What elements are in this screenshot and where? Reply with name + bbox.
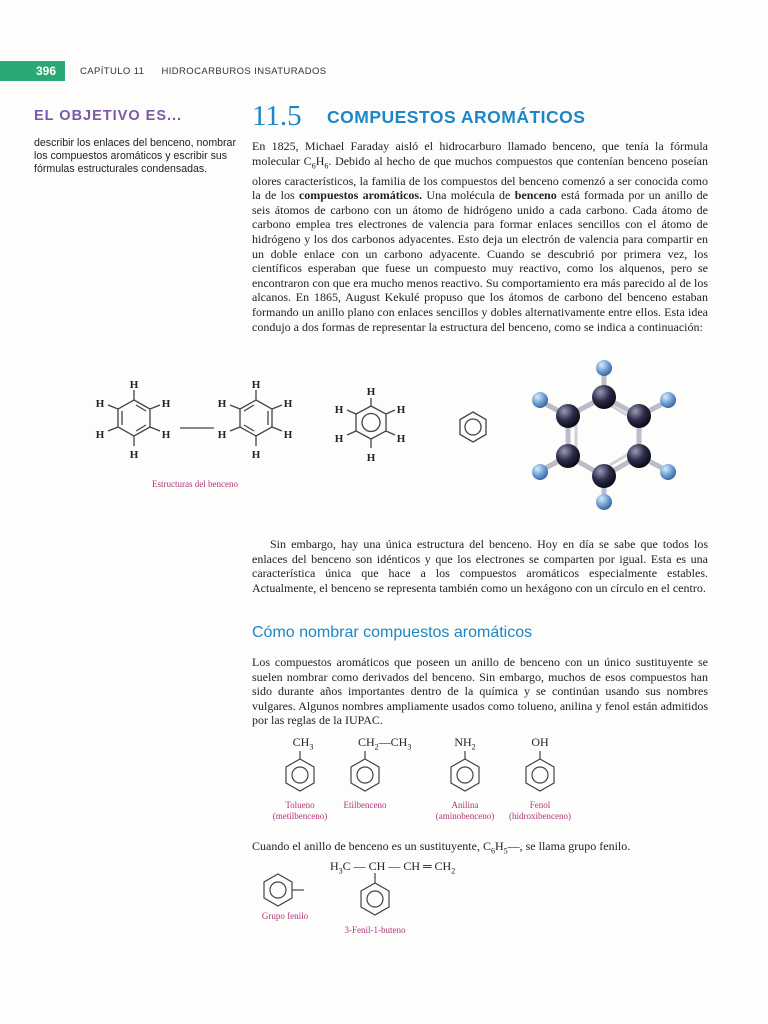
svg-text:H: H bbox=[129, 449, 139, 461]
phenylbutene-ring bbox=[355, 873, 395, 921]
kekule-ring-2 bbox=[240, 400, 272, 436]
phenyl-group-structure bbox=[258, 870, 314, 910]
section-title: COMPUESTOS AROMÁTICOS bbox=[327, 107, 586, 127]
objective-title: EL OBJETIVO ES... bbox=[34, 108, 183, 124]
paragraph-structure: Sin embargo, hay una única estructura del benceno. Hoy en día se sabe que todos los enlaces del benceno son idénticos y que los electrones se comparten por igual. Esta es una característica única que hace a los compuestos aromáticos especialmente estables. Actualmente, el benceno se representa también como un hexágono con un círculo en el centro. bbox=[252, 537, 708, 595]
compound-ethylbenzene: $CH_2—CH_3$ Etilbenceno bbox=[343, 735, 412, 810]
svg-text:H: H bbox=[396, 404, 406, 416]
aromatic-ring-with-h bbox=[356, 406, 386, 439]
svg-text:H: H bbox=[95, 398, 105, 410]
svg-text:H: H bbox=[334, 404, 344, 416]
svg-text:H: H bbox=[366, 452, 376, 464]
benzene-skeletal-symbol bbox=[460, 412, 486, 442]
ethylbenzene-ring bbox=[345, 751, 385, 795]
svg-text:H: H bbox=[161, 429, 171, 441]
compound-aniline: $NH_2$ Anilina (aminobenceno) bbox=[435, 735, 495, 821]
compound-toluene: $CH_3$ Tolueno (metilbenceno) bbox=[272, 735, 328, 821]
phenylbutene-caption: 3-Fenil-1-buteno bbox=[344, 925, 406, 935]
phenol-ring bbox=[520, 751, 560, 795]
svg-text:H: H bbox=[217, 398, 227, 410]
paragraph-intro: En 1825, Michael Faraday aisló el hidrocarburo llamado benceno, que tenía la fórmula molecular $C_6H_6$. Debido al hecho de que muchos compuestos que contenían benceno poseían olores característicos, la familia de los compuestos del benceno comenzó a ser conocida como la de los compuestos aromáticos. Una molécula de benceno está formada por un anillo de seis átomos de carbono con un átomo de hidrógeno unido a cada carbono. Cada átomo de carbono emplea tres electrones de valencia para formar enlaces sencillos con el átomo de hidrógeno y los dos carbonos adyacentes. Esto deja un electrón de valencia para compartir en un doble enlace con un carbono adyacente. Cuando se descubrió por primera vez, los científicos esperaban que fuese un compuesto muy reactivo, como los alquenos, pero se encontraron con que era mucho menos reactivo. Su comportamiento era más parecido al de los alcanos. En 1865, August Kekulé propuso que los átomos de carbono del benceno estaban formando un anillo plano con enlaces sencillos y dobles alternativamente entre ellos. Esta idea condujo a dos formas de representar la estructura del benceno, como se indica a continuación: bbox=[252, 139, 708, 334]
svg-text:H: H bbox=[366, 386, 376, 398]
toluene-ring bbox=[280, 751, 320, 795]
svg-text:H: H bbox=[396, 433, 406, 445]
svg-text:H: H bbox=[334, 433, 344, 445]
svg-text:H: H bbox=[251, 449, 261, 461]
subsection-title: Cómo nombrar compuestos aromáticos bbox=[252, 624, 533, 641]
chapter-label: CAPÍTULO 11 bbox=[80, 66, 145, 77]
compound-phenol: OH Fenol (hidroxibenceno) bbox=[509, 735, 571, 821]
svg-text:H: H bbox=[217, 429, 227, 441]
term-benzene: benceno bbox=[514, 188, 557, 203]
kekule-ring-1 bbox=[118, 400, 150, 436]
running-head bbox=[80, 66, 340, 77]
svg-text:H: H bbox=[95, 429, 105, 441]
aniline-ring bbox=[445, 751, 485, 795]
paragraph-naming: Los compuestos aromáticos que poseen un anillo de benceno con un único sustituyente se suelen nombrar como derivados del benceno. Sin embargo, muchos de esos compuestos han sido durante años importantes dentro de la química y se continúan usando sus nombres vulgares. Algunos nombres ampliamente usados como tolueno, anilina y fenol están admitidos por las reglas de la IUPAC. bbox=[252, 655, 708, 728]
objective-text: describir los enlaces del benceno, nombrar los compuestos aromáticos y escribir sus fórmulas estructurales condensadas. bbox=[34, 137, 236, 176]
chapter-title: HIDROCARBUROS INSATURADOS bbox=[161, 66, 327, 77]
svg-text:H: H bbox=[161, 398, 171, 410]
benzene-ball-and-stick-model bbox=[520, 352, 690, 512]
section-number: 11.5 bbox=[252, 100, 302, 132]
figure-caption-benzene: Estructuras del benceno bbox=[152, 479, 238, 489]
phenylbutene-formula: $H_3C$ — CH — CH ═ $CH_2$ bbox=[330, 859, 456, 876]
svg-text:H: H bbox=[283, 429, 293, 441]
paragraph-phenyl: Cuando el anillo de benceno es un sustituyente, $C_6H_5—$, se llama grupo fenilo. bbox=[252, 839, 631, 856]
svg-text:H: H bbox=[251, 379, 261, 391]
page-number: 396 bbox=[0, 61, 65, 81]
phenyl-caption: Grupo fenilo bbox=[261, 911, 309, 921]
term-aromatic-compounds: compuestos aromáticos. bbox=[298, 188, 423, 203]
svg-text:H: H bbox=[283, 398, 293, 410]
svg-text:H: H bbox=[129, 379, 139, 391]
